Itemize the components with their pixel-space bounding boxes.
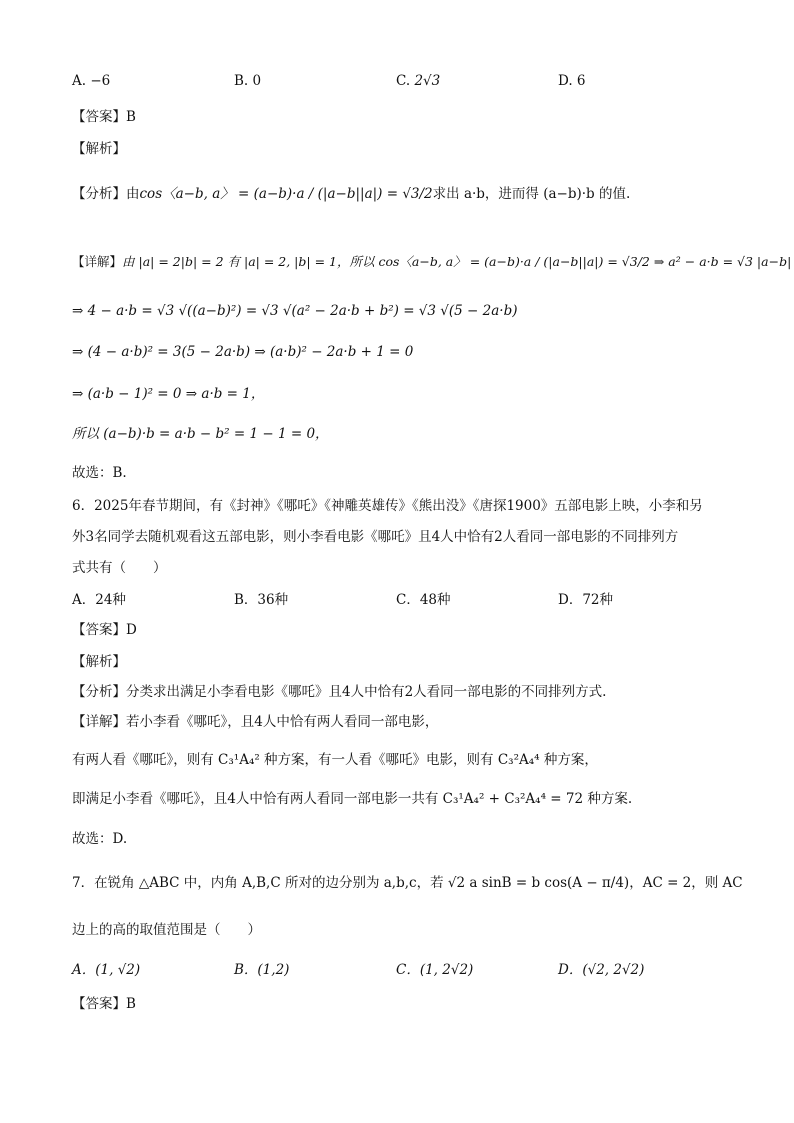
q5-xiangjie-line6: 故选：B. <box>72 465 127 481</box>
q6-xiangjie-line3: 即满足小李看《哪吒》，且4人中恰有两人看同一部电影一共有 C₃¹A₄² + C₃²A₄⁴ = 72 种方案. <box>72 791 633 807</box>
xiangjie-text: 若小李看《哪吒》，且4人中恰有两人看同一部电影， <box>126 714 439 730</box>
q6-options <box>72 588 732 608</box>
q5-option-c <box>396 73 440 89</box>
q5-xiangjie-line3: ⇒ (4 − a·b)² = 3(5 − 2a·b) ⇒ (a·b)² − 2a·b + 1 = 0 <box>72 344 414 360</box>
q5-option-d: D. 6 <box>558 73 586 89</box>
q5-option-c-value: 2√3 <box>414 73 441 89</box>
q7-option-a: A．(1, √2) <box>72 962 141 978</box>
q5-xiangjie-line2: ⇒ 4 − a·b = √3 √((a−b)²) = √3 √(a² − 2a·b + b²) = √3 √(5 − 2a·b) <box>72 303 518 319</box>
answer-value: B <box>126 996 136 1012</box>
q6-option-a: A．24种 <box>72 592 126 608</box>
q5-options <box>72 73 732 93</box>
q5-xiangjie-line5: 所以 (a−b)·b = a·b − b² = 1 − 1 = 0， <box>72 426 329 442</box>
q6-option-b: B．36种 <box>234 592 289 608</box>
q6-fenxi <box>72 682 606 702</box>
q6-option-c: C．48种 <box>396 592 451 608</box>
q6-option-d: D．72种 <box>558 592 614 608</box>
q5-answer <box>72 107 136 127</box>
q6-stem-line2: 外3名同学去随机观看这五部电影，则小李看电影《哪吒》且4人中恰有2人看同一部电影的不同排列方 <box>72 529 679 545</box>
fenxi-text: 分类求出满足小李看电影《哪吒》且4人中恰有2人看同一部电影的不同排列方式. <box>126 684 607 700</box>
fenxi-formula: cos〈a−b, a〉 = (a−b)·a / (|a−b||a|) = √3/2 <box>139 186 433 202</box>
fenxi-pre: 由 <box>126 186 140 202</box>
q5-option-c-label: C. <box>396 73 415 89</box>
xiangjie-tag: 【详解】 <box>72 254 123 269</box>
fenxi-mid: 求出 a·b，进而得 (a−b)·b 的值. <box>432 186 631 202</box>
q5-option-a: A. −6 <box>72 73 111 89</box>
q5-xiangjie-line4: ⇒ (a·b − 1)² = 0 ⇒ a·b = 1， <box>72 386 265 402</box>
xiangjie-tag: 【详解】 <box>72 714 126 730</box>
xiangjie-line1-text: 由 |a| = 2|b| = 2 有 |a| = 2, |b| = 1，所以 cos〈a−b, a〉 = (a−b)·a / (|a−b||a|) = √3/2 ⇒ a² − a·b = √3 |a−b| <box>122 254 792 269</box>
q6-xiangjie-line1 <box>72 712 438 732</box>
q7-option-d: D．(√2, 2√2) <box>558 962 645 978</box>
q6-analysis-tag: 【解析】 <box>72 654 126 670</box>
q6-stem-line1: 6．2025年春节期间，有《封神》《哪吒》《神雕英雄传》《熊出没》《唐探1900》五部电影上映，小李和另 <box>72 498 703 514</box>
q7-answer <box>72 994 136 1014</box>
fenxi-tag: 【分析】 <box>72 186 126 202</box>
answer-tag: 【答案】 <box>72 109 126 125</box>
q6-stem-line3: 式共有（ ） <box>72 560 167 576</box>
q7-option-c: C．(1, 2√2) <box>396 962 474 978</box>
q7-option-b: B．(1,2) <box>234 962 290 978</box>
q7-options <box>72 958 732 978</box>
q7-stem-line2: 边上的高的取值范围是（ ） <box>72 922 261 938</box>
q5-xiangjie-line1 <box>72 252 791 272</box>
q6-xiangjie-line2: 有两人看《哪吒》，则有 C₃¹A₄² 种方案，有一人看《哪吒》电影，则有 C₃²A₄⁴ 种方案， <box>72 752 598 768</box>
answer-tag: 【答案】 <box>72 996 126 1012</box>
q6-xiangjie-line4: 故选：D. <box>72 831 128 847</box>
q6-answer <box>72 620 137 640</box>
q5-fenxi <box>72 184 630 204</box>
answer-tag: 【答案】 <box>72 622 126 638</box>
q5-analysis-tag: 【解析】 <box>72 141 126 157</box>
answer-value: B <box>126 109 136 125</box>
fenxi-tag: 【分析】 <box>72 684 126 700</box>
q7-stem-line1: 7．在锐角 △ABC 中，内角 A,B,C 所对的边分别为 a,b,c，若 √2 a sinB = b cos(A − π/4)，AC = 2，则 AC <box>72 875 743 891</box>
q5-option-b: B. 0 <box>234 73 262 89</box>
answer-value: D <box>126 622 137 638</box>
